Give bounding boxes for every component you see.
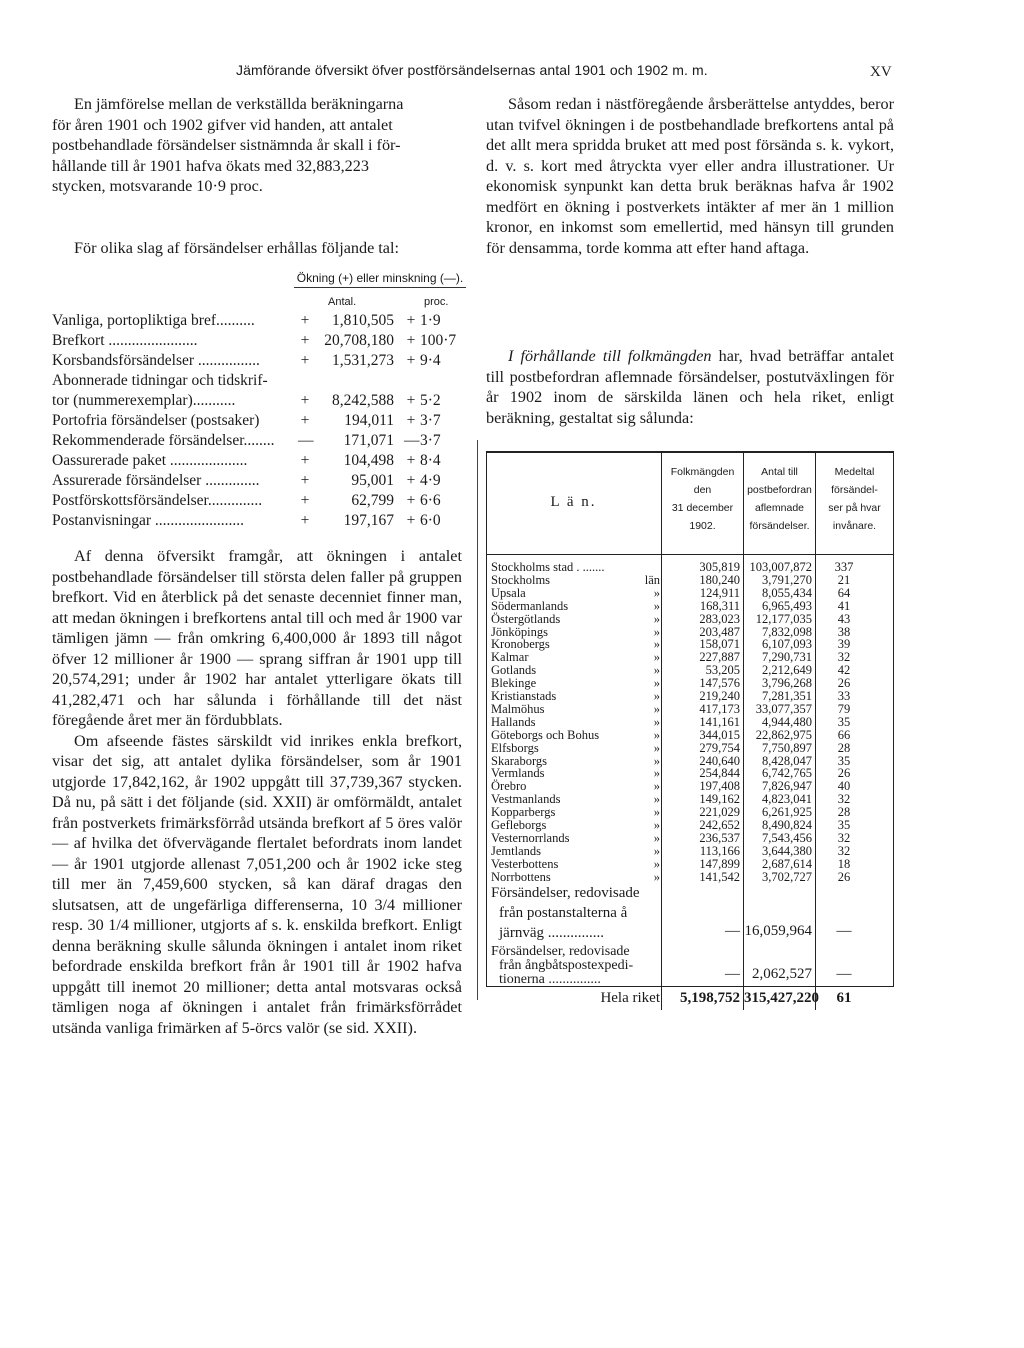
paragraph-rest: har, hvad beträffar antalet till postbefordran aflemnade försändelser, postutväxlingen för år 1902 inom de särskilda länen och hela riket, enligt beräkning, gestaltat sig sålunda: [486, 347, 894, 427]
header-line: invånare. [832, 520, 877, 532]
extra-line: från postanstalterna å [499, 905, 628, 921]
header-line: försändelser. [749, 520, 810, 532]
table-row [486, 871, 894, 884]
folkmangd-value: 124,911 [699, 585, 740, 600]
medeltal-value: 18 [837, 856, 851, 871]
percent-value: 3·7 [420, 412, 441, 429]
folkmangd-value: 141,542 [699, 869, 740, 884]
folkmangd-value: 219,240 [699, 689, 740, 703]
antal-value: 4,944,480 [762, 714, 812, 729]
medeltal-value: 337 [834, 560, 854, 574]
medeltal-value: 32 [837, 792, 851, 807]
folkmangd-value: — [725, 923, 740, 939]
medeltal-value: 41 [837, 598, 851, 613]
table-row [52, 332, 470, 352]
total-label: Hela riket [600, 990, 660, 1006]
county-name: Hallands [491, 714, 536, 729]
row-label: Abonnerade tidningar och tidskrif- [52, 372, 268, 389]
antal-value: 12,177,035 [755, 611, 812, 626]
percent-value: 4·9 [420, 472, 441, 489]
antal-value: 3,791,270 [762, 572, 812, 587]
intro-line: för åren 1901 och 1902 gifver vid handen, att antalet [52, 115, 393, 134]
medeltal-value: 32 [837, 843, 851, 858]
sign: — [404, 432, 420, 449]
percent-value: 6·6 [420, 492, 441, 509]
folkmangd-value: 279,754 [699, 740, 740, 755]
antal-value: 3,796,268 [762, 676, 812, 691]
county-name: Kalmar [491, 650, 529, 665]
count-value: 8,242,588 [332, 392, 394, 409]
percent-value: 8·4 [420, 452, 441, 469]
medeltal-value: 28 [837, 740, 851, 755]
row-label: Oassurerade paket .................... [52, 452, 248, 469]
antal-value: 8,055,434 [762, 585, 812, 600]
county-suffix: » [653, 779, 660, 794]
medeltal-value: 21 [837, 572, 851, 587]
folkmangd-value: 141,161 [699, 714, 740, 729]
antal-value: 8,428,047 [762, 753, 812, 768]
folkmangd-value: 203,487 [699, 624, 740, 639]
total-medeltal: 61 [836, 990, 852, 1006]
total-rule [815, 986, 816, 1010]
change-group-header: Ökning (+) eller minskning (—). [296, 271, 464, 285]
header-folkmangd [662, 463, 743, 535]
page-number: XV [870, 64, 892, 80]
sign: + [406, 492, 416, 509]
percent-value: 5·2 [420, 392, 441, 409]
paragraph: Om afseende fästes särskildt vid inrikes enkla brefkort, visar det sig, att antalet dylika försändelser, som år 1901 utgjorde 17,842,162, år 1902 uppgått till 37,739,367 stycken. Då nu, på sätt i det följande (sid. XXII) är omförmäldt, antalet från postverkets frimärksförråd utsända brefkort af 5 öres valör — af hvilka det öfvervägande flertalet befordrats inom landet — år 1901 utgjorde allenast 7,051,200 och år 1902 icke steg till mer än 7,459,600 stycken, så kan däraf dragas den slutsatsen, att de ungefärliga differenserna, 10 3/4 millioner resp. 30 1/4 millioner, utgjorts af s. k. enskilda brefkort. Enligt denna beräkning skulle sålunda ökningen i antalet inom riket befordrade enskilda brefkort från år 1901 till år 1902 hafva uppgått till inemot 20 millioner; detta antal motsvaras också tämligen noga af ökningen i antalet från frimärksförrådet utsända vanliga frimärken af 5-örcs valör (se sid. XXII). [52, 731, 462, 1037]
county-name: Vesterbottens [491, 856, 559, 871]
right-body [486, 94, 894, 258]
county-suffix: län [644, 572, 660, 587]
antal-value: 2,212,649 [762, 663, 812, 678]
header-line: Medeltal [834, 466, 875, 478]
county-suffix: » [653, 701, 660, 716]
table-row [486, 600, 894, 613]
medeltal-value: — [836, 966, 852, 982]
percent-value: 100·7 [420, 332, 457, 349]
folkmangd-value: 149,162 [699, 792, 740, 807]
folkmangd-value: 344,015 [699, 727, 740, 742]
row-label: tor (nummerexemplar)........... [52, 392, 236, 409]
intro-line: En jämförelse mellan de verkställda beräkningarna [74, 95, 404, 113]
total-rule [661, 986, 662, 1010]
table-row [52, 352, 470, 372]
sign: + [300, 472, 310, 489]
count-value: 1,531,273 [332, 352, 394, 369]
antal-value: 3,702,727 [762, 869, 812, 884]
antal-value: 7,826,947 [762, 779, 812, 794]
folkmangd-value: 240,640 [699, 753, 740, 768]
medeltal-value: 42 [837, 663, 851, 678]
medeltal-value: — [836, 923, 852, 939]
count-value: 104,498 [343, 452, 394, 469]
header-line: aflemnade [754, 502, 805, 514]
medeltal-value: 28 [837, 805, 851, 820]
count-value: 171,071 [343, 432, 394, 449]
county-suffix: » [653, 624, 660, 639]
county-name: Kronobergs [491, 637, 550, 652]
county-suffix: » [653, 598, 660, 613]
medeltal-value: 35 [837, 714, 851, 729]
antal-value: 103,007,872 [749, 560, 812, 574]
count-value: 62,799 [351, 492, 394, 509]
medeltal-value: 38 [837, 624, 851, 639]
county-name: Östergötlands [491, 611, 561, 626]
table-row [486, 613, 894, 626]
county-table [486, 451, 894, 986]
table-row [52, 452, 470, 472]
county-name: Jemtlands [491, 843, 541, 858]
county-suffix: » [653, 830, 660, 845]
county-name: Gefleborgs [491, 818, 547, 832]
table-row [486, 690, 894, 703]
table-row [52, 392, 470, 412]
medeltal-value: 26 [837, 766, 851, 781]
folkmangd-value: 158,071 [699, 637, 740, 652]
antal-value: 8,490,824 [762, 818, 812, 832]
row-label: Rekommenderade försändelser........ [52, 432, 275, 449]
county-suffix: » [653, 585, 660, 600]
header-line: försändel- [831, 484, 878, 496]
sign: + [300, 352, 310, 369]
table-row [52, 492, 470, 512]
antal-value: 2,687,614 [762, 856, 812, 871]
county-suffix: » [653, 663, 660, 678]
row-label: Portofria försändelser (postsaker) [52, 412, 260, 429]
sign: + [300, 392, 310, 409]
county-suffix: » [653, 611, 660, 626]
county-suffix: » [653, 740, 660, 755]
table-row [52, 372, 470, 392]
county-name: Jönköpings [491, 624, 548, 639]
medeltal-value: 26 [837, 869, 851, 884]
antal-value: 3,644,380 [762, 843, 812, 858]
header-rule [486, 554, 894, 555]
county-suffix: » [653, 676, 660, 691]
extra-line: järnväg ............... [499, 925, 604, 941]
sign: + [406, 392, 416, 409]
county-name: Gotlands [491, 663, 537, 678]
county-suffix: » [653, 766, 660, 781]
folkmangd-value: 113,166 [699, 843, 740, 858]
county-suffix: » [653, 650, 660, 665]
row-label: Postanvisningar ....................... [52, 512, 245, 529]
total-rule [743, 986, 744, 1010]
count-value: 95,001 [351, 472, 394, 489]
table-top-rule [486, 451, 894, 453]
table-row [486, 755, 894, 768]
row-label: Korsbandsförsändelser ................ [52, 352, 260, 369]
county-name: Upsala [491, 585, 526, 600]
header-line: ser på hvar [828, 502, 881, 514]
table-row [486, 806, 894, 819]
county-suffix: » [653, 856, 660, 871]
table-row [486, 858, 894, 871]
county-name: Vermlands [491, 766, 545, 781]
paragraph: Såsom redan i nästföregående årsberättelse antyddes, beror utan tvifvel ökningen i de postbehandlade brefkortens antal på det allt mera spridda bruket att med post försända s. k. vykort, d. v. s. kort med åtryckta vyer eller andra illustrationer. Ur ekonomisk synpunkt kan detta bruk beräknas hafva år 1902 medfört en ökning i postverkets intäkter af mer än 1 million kronor, en inkomst som emellertid, med hänsyn till grunden för densamma, torde komma att efter hand aftaga. [486, 95, 894, 257]
count-value: 197,167 [343, 512, 394, 529]
folkmangd-value: 236,537 [699, 830, 740, 845]
antal-value: 6,742,765 [762, 766, 812, 781]
folkmangd-value: 197,408 [699, 779, 740, 794]
percent-value: 6·0 [420, 512, 441, 529]
right-body-2 [486, 346, 894, 428]
table-row [486, 767, 894, 780]
count-value: 1,810,505 [332, 312, 394, 329]
medeltal-value: 43 [837, 611, 851, 626]
left-body [52, 546, 462, 1038]
county-name: Elfsborgs [491, 740, 539, 755]
county-suffix: » [653, 869, 660, 884]
table-row [486, 716, 894, 729]
antal-value: 7,281,351 [762, 689, 812, 703]
table-row [52, 512, 470, 532]
antal-value: 4,823,041 [762, 792, 812, 807]
sign: + [406, 512, 416, 529]
antal-value: 7,750,897 [762, 740, 812, 755]
percent-value: 1·9 [420, 312, 441, 329]
count-value: 20,708,180 [324, 332, 394, 349]
sign: + [406, 352, 416, 369]
header-line: Folkmängden [670, 466, 735, 478]
total-folkmangd: 5,198,752 [680, 990, 740, 1006]
county-name: Södermanlands [491, 598, 569, 613]
sign: + [300, 512, 310, 529]
table-row [486, 638, 894, 651]
medeltal-value: 66 [837, 727, 851, 742]
table-row [486, 729, 894, 742]
county-suffix: » [653, 727, 660, 742]
col-proc-header: proc. [424, 296, 449, 308]
sign: + [406, 412, 416, 429]
medeltal-value: 32 [837, 650, 851, 665]
county-suffix: » [653, 818, 660, 832]
medeltal-value: 33 [837, 689, 851, 703]
table-row [486, 574, 894, 587]
sign: + [300, 332, 310, 349]
table-lead: För olika slag af försändelser erhållas följande tal: [74, 239, 399, 257]
antal-value: 6,965,493 [762, 598, 812, 613]
header-antal [744, 463, 815, 535]
total-row [486, 990, 894, 1010]
antal-value: 6,107,093 [762, 637, 812, 652]
column-rule [477, 440, 478, 1000]
sign: + [300, 492, 310, 509]
county-suffix: » [653, 637, 660, 652]
county-name: Stockholms [491, 572, 551, 587]
folkmangd-value: 180,240 [699, 572, 740, 587]
intro-line: stycken, motsvarande 10·9 proc. [52, 177, 263, 195]
intro-line: postbehandlade försändelser sistnämnda år skall i för- [52, 136, 401, 154]
col-antal-header: Antal. [328, 296, 357, 308]
antal-value: 7,290,731 [762, 650, 812, 665]
county-name: Kristianstads [491, 689, 557, 703]
antal-value: 22,862,975 [755, 727, 812, 742]
emphasis: I förhållande till folkmängden [508, 347, 712, 365]
sign: + [300, 312, 310, 329]
medeltal-value: 64 [837, 585, 851, 600]
paragraph [486, 346, 894, 428]
county-name: Malmöhus [491, 701, 545, 716]
county-name: Kopparbergs [491, 805, 556, 820]
sign: + [300, 412, 310, 429]
extra-line: Försändelser, redovisade [491, 885, 640, 901]
table-row [52, 312, 470, 332]
left-intro [52, 94, 464, 197]
sign: + [406, 332, 416, 349]
header-line: 1902. [689, 520, 716, 532]
antal-value: 33,077,357 [755, 701, 812, 716]
folkmangd-value: 53,205 [705, 663, 740, 678]
intro-line: hållande till år 1901 hafva ökats med 32,883,223 [52, 156, 369, 175]
folkmangd-value: 305,819 [699, 560, 740, 574]
county-suffix: » [653, 792, 660, 807]
antal-value: 7,832,098 [762, 624, 812, 639]
extra-line: från ångbåtspostexpedi- [499, 958, 634, 973]
folkmangd-value: — [725, 966, 740, 982]
running-header: Jämförande öfversikt öfver postförsändelsernas antal 1901 och 1902 m. m. [236, 62, 708, 78]
medeltal-value: 26 [837, 676, 851, 691]
extra-line: tionerna ............... [499, 972, 601, 987]
folkmangd-value: 254,844 [699, 766, 740, 781]
sign: + [300, 452, 310, 469]
antal-value: 7,543,456 [762, 830, 812, 845]
row-label: Assurerade försändelser .............. [52, 472, 260, 489]
folkmangd-value: 227,887 [699, 650, 740, 665]
header-line: postbefordran [747, 484, 812, 496]
folkmangd-value: 417,173 [699, 701, 740, 716]
table-row [486, 832, 894, 845]
sign: + [406, 472, 416, 489]
table-row [486, 703, 894, 716]
header-line: Antal till [761, 466, 798, 478]
antal-value: 16,059,964 [744, 923, 812, 939]
table-row [52, 432, 470, 452]
header-lan: L ä n. [550, 494, 597, 510]
folkmangd-value: 221,029 [699, 805, 740, 820]
row-label: Postförskottsförsändelser.............. [52, 492, 263, 509]
folkmangd-value: 283,023 [699, 611, 740, 626]
table-row [486, 587, 894, 600]
table-row [52, 412, 470, 432]
extra-line: Försändelser, redovisade [491, 944, 630, 959]
row-label: Brefkort ....................... [52, 332, 198, 349]
county-suffix: » [653, 714, 660, 729]
folkmangd-value: 242,652 [699, 818, 740, 832]
percent-value: 3·7 [420, 432, 441, 449]
table-row [486, 742, 894, 755]
sign: + [406, 452, 416, 469]
county-name: Örebro [491, 779, 527, 794]
extra-row-values [486, 966, 894, 986]
extra-row-values [486, 923, 894, 943]
table-row [52, 472, 470, 492]
table-row [486, 845, 894, 858]
folkmangd-value: 147,899 [699, 856, 740, 871]
group-rule [294, 287, 466, 288]
medeltal-value: 39 [837, 637, 851, 652]
county-name: Vesternorrlands [491, 830, 570, 845]
folkmangd-value: 168,311 [699, 598, 740, 613]
medeltal-value: 35 [837, 753, 851, 768]
count-value: 194,011 [344, 412, 394, 429]
county-suffix: » [653, 753, 660, 768]
antal-value: 6,261,925 [762, 805, 812, 820]
header-medeltal [816, 463, 893, 535]
county-name: Skaraborgs [491, 753, 548, 768]
county-name: Stockholms stad . ....... [491, 560, 605, 574]
folkmangd-value: 147,576 [699, 676, 740, 691]
header-line: den [693, 484, 712, 496]
county-suffix: » [653, 843, 660, 858]
county-name: Göteborgs och Bohus [491, 727, 600, 742]
percent-value: 9·4 [420, 352, 441, 369]
table-row [486, 664, 894, 677]
sign: — [298, 432, 314, 449]
medeltal-value: 32 [837, 830, 851, 845]
county-name: Norrbottens [491, 869, 551, 884]
county-name: Blekinge [491, 676, 537, 691]
medeltal-value: 79 [837, 701, 851, 716]
header-line: 31 december [671, 502, 734, 514]
county-suffix: » [653, 689, 660, 703]
row-label: Vanliga, portopliktiga bref.......... [52, 312, 255, 329]
medeltal-value: 40 [837, 779, 851, 794]
sign: + [406, 312, 416, 329]
paragraph: Af denna öfversikt framgår, att ökningen i antalet postbehandlade försändelser till största delen faller på gruppen brefkort. Vid en återblick på det senaste decenniet finner man, att medan ökningen i brefkortens antal till och med år 1900 var tämligen jämn — från omkring 6,400,000 år 1893 till något öfver 12 millioner år 1900 — sprang siffran år 1901 upp till 20,574,291; under år 1902 har antalet ytterligare ökats till 41,282,471 och har sålunda i förhållande till det näst föregående året mer än fördubblats. [52, 547, 462, 729]
total-antal: 315,427,220 [744, 990, 819, 1006]
antal-value: 2,062,527 [752, 966, 812, 982]
table-row [486, 651, 894, 664]
county-suffix: » [653, 805, 660, 820]
medeltal-value: 35 [837, 818, 851, 832]
county-name: Vestmanlands [491, 792, 561, 807]
